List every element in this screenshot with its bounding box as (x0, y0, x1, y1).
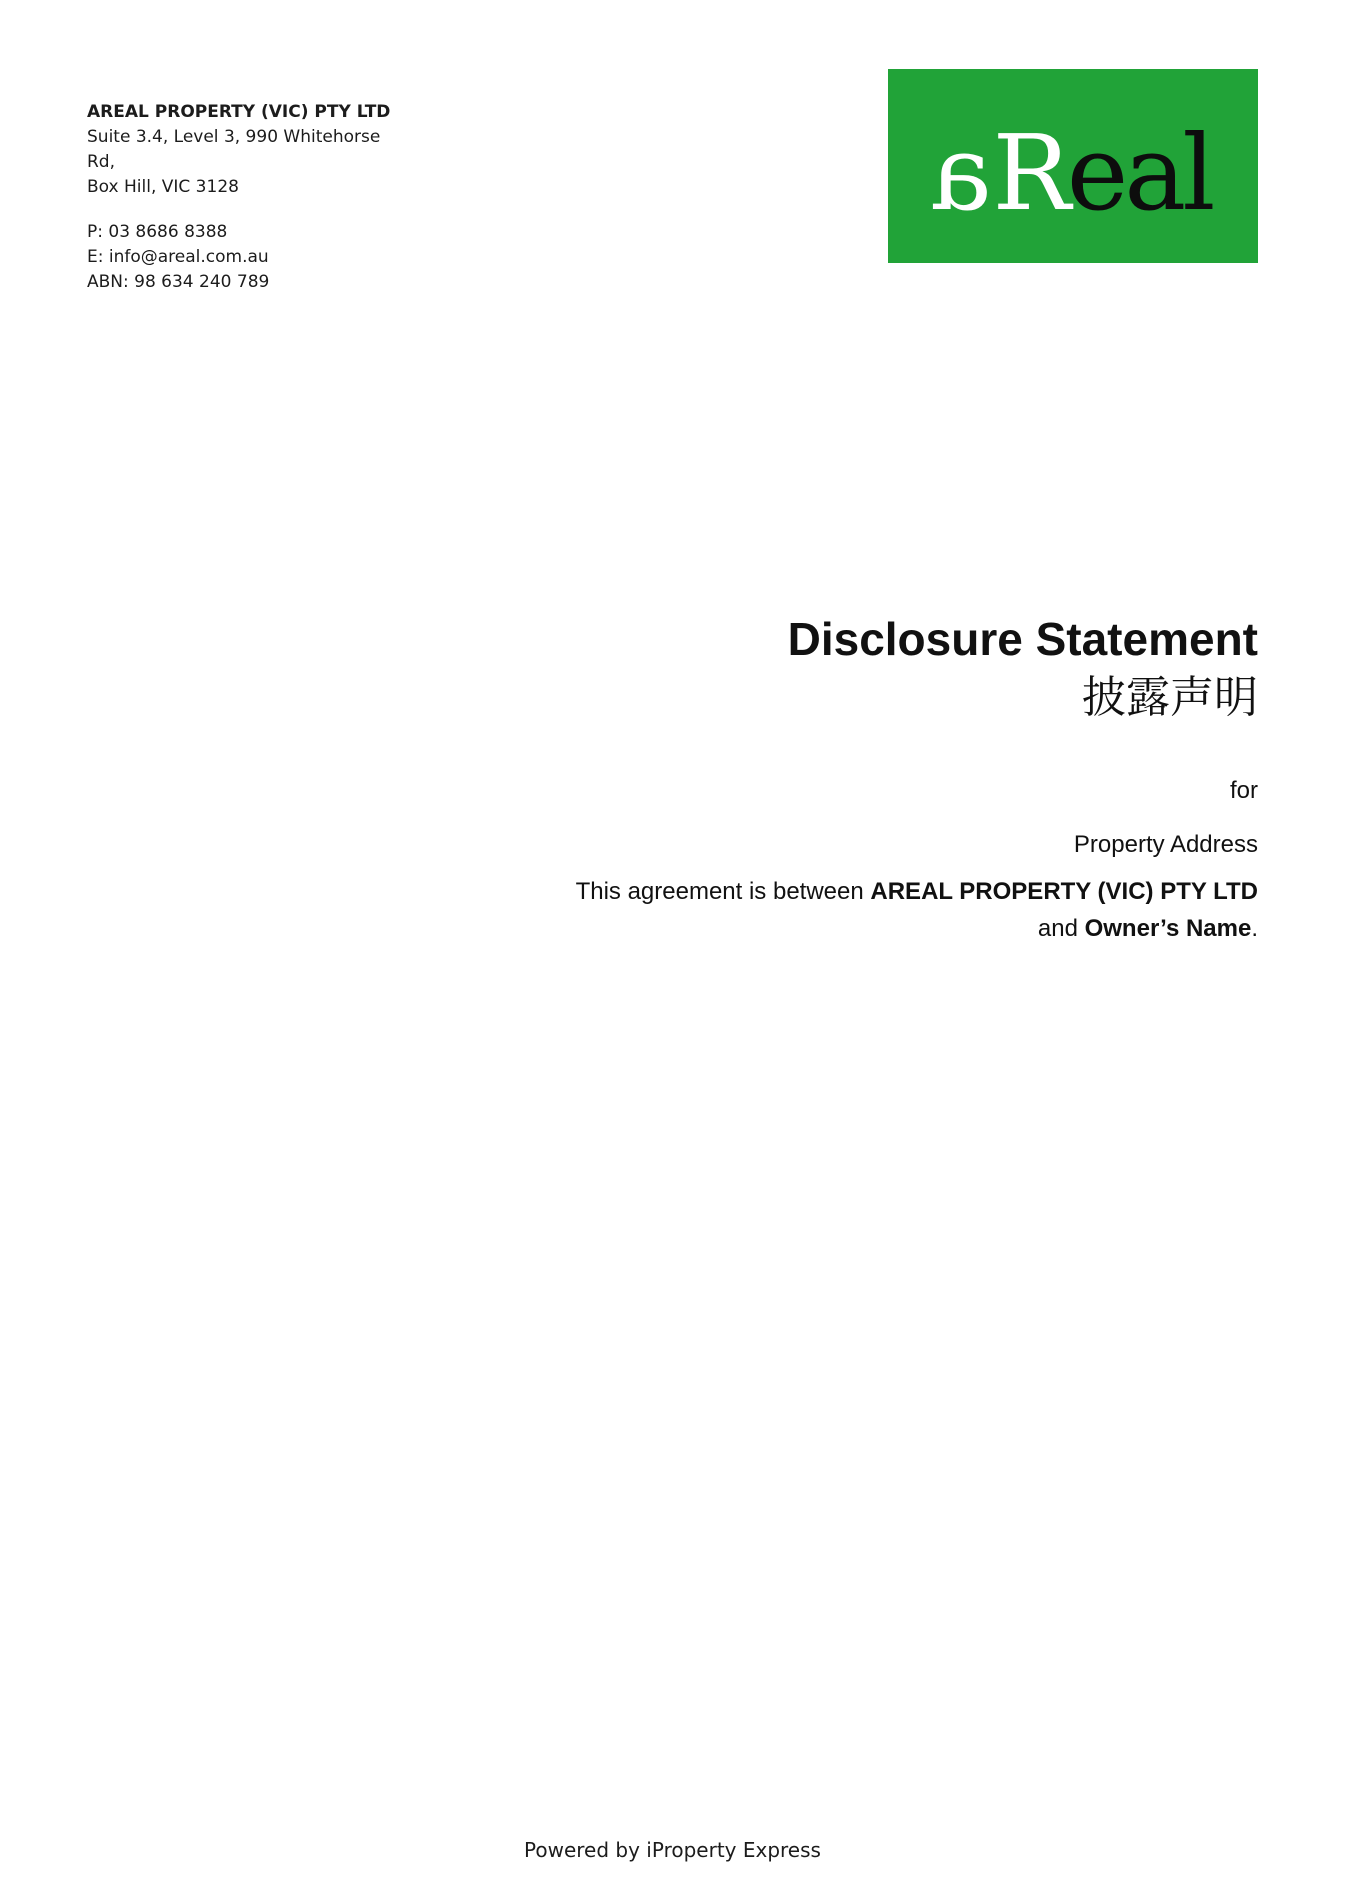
agreement-company-name: AREAL PROPERTY (VIC) PTY LTD (870, 878, 1258, 905)
logo-letter-r: R (992, 112, 1067, 234)
areal-logo (888, 69, 1258, 263)
company-address-line3: Box Hill, VIC 3128 (87, 177, 239, 197)
company-phone: P: 03 8686 8388 (87, 222, 228, 242)
logo-letter-a-mirrored: a (934, 112, 993, 234)
document-title-chinese: 披露声明 (1082, 672, 1258, 723)
document-title: Disclosure Statement (787, 613, 1258, 665)
agreement-owner-name: Owner’s Name (1084, 915, 1252, 942)
company-abn: ABN: 98 634 240 789 (87, 272, 270, 292)
agreement-sentence (458, 873, 1258, 947)
for-label: for (1229, 777, 1258, 804)
company-info-block (87, 100, 427, 295)
company-address-line2: Rd, (87, 152, 116, 172)
company-name: AREAL PROPERTY (VIC) PTY LTD (87, 102, 391, 122)
company-address-line1: Suite 3.4, Level 3, 990 Whitehorse (87, 127, 381, 147)
company-email: E: info@areal.com.au (87, 247, 269, 267)
powered-by-footer: Powered by iProperty Express (524, 1838, 821, 1862)
areal-logo-text (934, 107, 1212, 234)
property-address-placeholder: Property Address (1073, 831, 1258, 858)
title-block (458, 612, 1258, 947)
company-contact-group (87, 220, 427, 295)
logo-letters-eal: eal (1066, 112, 1212, 234)
agreement-line1: This agreement is between AREAL PROPERTY (VIC) PTY LTD (575, 878, 1258, 905)
agreement-line2: and Owner’s Name. (1037, 915, 1258, 942)
